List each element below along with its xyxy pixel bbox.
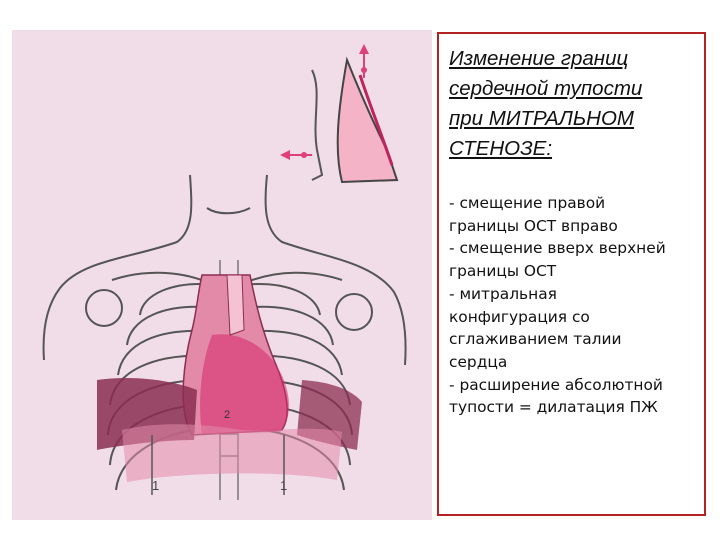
bullet-line: сглаживанием талии — [449, 330, 622, 349]
arrow-left-icon — [280, 150, 290, 160]
title-line: Изменение границ — [449, 47, 629, 70]
bullet-line: границы ОСТ — [449, 262, 557, 281]
bullet-list — [449, 192, 698, 419]
title-line: при МИТРАЛЬНОМ — [449, 107, 635, 130]
bullet-line: - смещение правой — [449, 194, 606, 212]
profile-inset — [280, 44, 397, 182]
bullet-line: - смещение вверх верхней — [449, 239, 666, 258]
title-line: СТЕНОЗЕ: — [449, 137, 553, 160]
rib-right-label: 1 — [280, 478, 288, 493]
bullet-line: сердца — [449, 352, 508, 371]
heart-area — [97, 275, 362, 482]
description-box — [437, 32, 706, 516]
rib-left-label: 1 — [152, 478, 160, 493]
chest-illustration — [12, 30, 432, 520]
marker-label: 2 — [224, 409, 231, 421]
bullet-line: - митральная — [449, 284, 557, 303]
bullet-line: границы ОСТ вправо — [449, 216, 618, 235]
bullet-line: конфигурация со — [449, 307, 590, 326]
bullet-line: - расширение абсолютной — [449, 375, 663, 394]
chest-xray-diagram — [12, 30, 432, 520]
title-line: сердечной тупости — [449, 77, 643, 100]
arrow-up-icon — [359, 44, 369, 54]
slide-title — [449, 44, 698, 164]
bullet-line: тупости = дилатация ПЖ — [449, 398, 658, 417]
